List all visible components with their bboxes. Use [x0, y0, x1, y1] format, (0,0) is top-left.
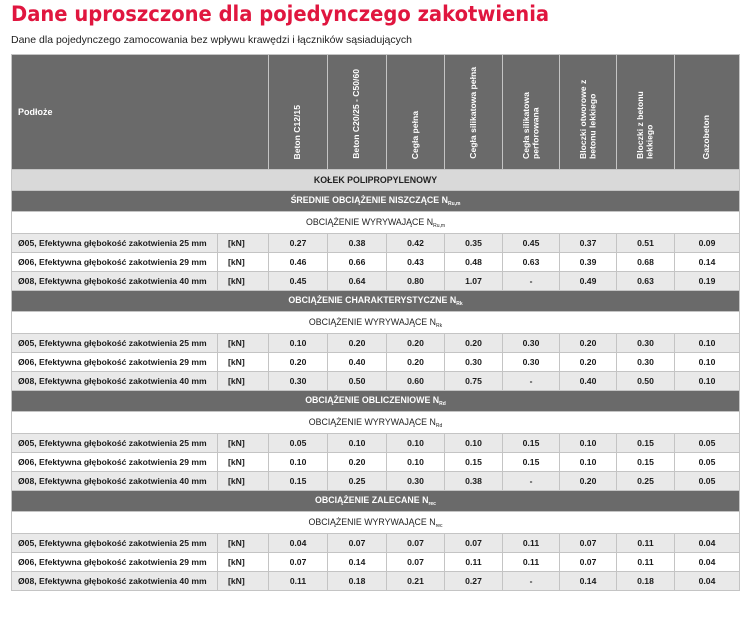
- section-subtitle-row: [12, 212, 740, 234]
- value-cell: 0.30: [617, 334, 675, 353]
- row-description: Ø05, Efektywna głębokość zakotwienia 25 mm: [12, 534, 218, 553]
- table-header-row: [12, 55, 740, 170]
- header-col-cegla-pelna: [387, 55, 445, 170]
- header-col-label: Gazobeton: [701, 114, 712, 159]
- header-col-bloczki-lekkiego: [617, 55, 675, 170]
- value-cell: 0.11: [503, 534, 560, 553]
- row-description: Ø06, Efektywna głębokość zakotwienia 29 mm: [12, 453, 218, 472]
- value-cell: 0.45: [269, 272, 328, 291]
- value-cell: 0.15: [617, 453, 675, 472]
- value-cell: 0.07: [269, 553, 328, 572]
- anchor-load-table: [11, 54, 740, 591]
- section-subtitle-text: OBCIĄŻENIE WYRYWAJĄCE N: [308, 516, 436, 527]
- table-row: [12, 453, 740, 472]
- row-unit: [kN]: [218, 234, 269, 253]
- value-cell: 0.48: [445, 253, 503, 272]
- table-row: [12, 553, 740, 572]
- value-cell: -: [503, 372, 560, 391]
- section-subtitle: [12, 412, 740, 434]
- row-unit: [kN]: [218, 434, 269, 453]
- value-cell: 0.20: [328, 334, 387, 353]
- table-row: [12, 534, 740, 553]
- value-cell: 0.07: [328, 534, 387, 553]
- value-cell: 0.15: [503, 434, 560, 453]
- section-subtitle-text: OBCIĄŻENIE WYRYWAJĄCE N: [308, 416, 436, 427]
- value-cell: 0.27: [445, 572, 503, 591]
- section-subtitle-row: [12, 412, 740, 434]
- value-cell: 0.27: [269, 234, 328, 253]
- section-subtitle-row: [12, 312, 740, 334]
- value-cell: 0.11: [617, 534, 675, 553]
- value-cell: 0.11: [503, 553, 560, 572]
- section-subtitle-text: OBCIĄŻENIE WYRYWAJĄCE N: [308, 316, 436, 327]
- table-row: [12, 372, 740, 391]
- value-cell: 0.10: [387, 453, 445, 472]
- table-row: [12, 572, 740, 591]
- row-description: Ø08, Efektywna głębokość zakotwienia 40 mm: [12, 272, 218, 291]
- header-col-label: Cegła silikatowa pełna: [467, 67, 478, 159]
- group-title-row: [12, 170, 740, 191]
- value-cell: 0.20: [269, 353, 328, 372]
- section-title-text: OBCIĄŻENIE ZALECANE N: [315, 495, 429, 505]
- section-subtitle: [12, 512, 740, 534]
- section-title-text: ŚREDNIE OBCIĄŻENIE NISZCZĄCE N: [290, 195, 448, 205]
- value-cell: 0.18: [617, 572, 675, 591]
- header-podloze: Podłoże: [12, 55, 269, 170]
- value-cell: 0.21: [387, 572, 445, 591]
- group-title: KOŁEK POLIPROPYLENOWY: [12, 170, 740, 191]
- value-cell: 0.51: [617, 234, 675, 253]
- value-cell: 0.60: [387, 372, 445, 391]
- value-cell: 0.75: [445, 372, 503, 391]
- table-row: [12, 472, 740, 491]
- value-cell: 0.30: [445, 353, 503, 372]
- table-row: [12, 334, 740, 353]
- value-cell: 0.42: [387, 234, 445, 253]
- value-cell: 0.18: [328, 572, 387, 591]
- value-cell: 0.10: [675, 334, 740, 353]
- value-cell: 0.07: [560, 553, 617, 572]
- value-cell: 0.38: [328, 234, 387, 253]
- value-cell: 0.25: [617, 472, 675, 491]
- value-cell: 0.45: [503, 234, 560, 253]
- value-cell: 0.15: [269, 472, 328, 491]
- header-col-cegla-silikatowa-pelna: [445, 55, 503, 170]
- value-cell: 0.14: [560, 572, 617, 591]
- value-cell: 0.20: [560, 334, 617, 353]
- value-cell: 0.05: [675, 472, 740, 491]
- value-cell: 0.04: [675, 534, 740, 553]
- value-cell: -: [503, 572, 560, 591]
- value-cell: 0.25: [328, 472, 387, 491]
- header-col-label: Beton C12/15: [292, 104, 303, 159]
- value-cell: -: [503, 472, 560, 491]
- value-cell: 0.07: [387, 553, 445, 572]
- row-unit: [kN]: [218, 472, 269, 491]
- value-cell: 0.40: [328, 353, 387, 372]
- row-description: Ø06, Efektywna głębokość zakotwienia 29 mm: [12, 253, 218, 272]
- value-cell: 0.11: [445, 553, 503, 572]
- value-cell: 0.63: [503, 253, 560, 272]
- value-cell: 0.04: [269, 534, 328, 553]
- header-col-label: Cegła pełna: [409, 110, 420, 159]
- header-col-bloczki-otworowe: [560, 55, 617, 170]
- value-cell: -: [503, 272, 560, 291]
- page-title: Dane uproszczone dla pojedynczego zakotwienia: [11, 2, 550, 26]
- header-col-label: Beton C20/25 - C50/60: [351, 69, 362, 159]
- row-unit: [kN]: [218, 572, 269, 591]
- section-title-text: OBCIĄŻENIE CHARAKTERYSTYCZNE N: [288, 295, 457, 305]
- row-description: Ø08, Efektywna głębokość zakotwienia 40 mm: [12, 572, 218, 591]
- value-cell: 0.04: [675, 572, 740, 591]
- section-subtitle-row: [12, 512, 740, 534]
- table-row: [12, 234, 740, 253]
- row-unit: [kN]: [218, 453, 269, 472]
- value-cell: 0.15: [445, 453, 503, 472]
- section-title: [12, 391, 740, 412]
- section-title-row: [12, 291, 740, 312]
- section-title: [12, 491, 740, 512]
- section-title-row: [12, 391, 740, 412]
- section-subtitle: [12, 312, 740, 334]
- header-col-label: Bloczki z betonu lekkiego: [635, 91, 655, 159]
- row-description: Ø06, Efektywna głębokość zakotwienia 29 mm: [12, 553, 218, 572]
- value-cell: 0.15: [617, 434, 675, 453]
- value-cell: 0.37: [560, 234, 617, 253]
- value-cell: 0.30: [503, 334, 560, 353]
- value-cell: 0.20: [387, 334, 445, 353]
- table-row: [12, 272, 740, 291]
- value-cell: 0.04: [675, 553, 740, 572]
- section-title-text: OBCIĄŻENIE OBLICZENIOWE N: [305, 395, 440, 405]
- value-cell: 0.10: [387, 434, 445, 453]
- row-description: Ø05, Efektywna głębokość zakotwienia 25 mm: [12, 434, 218, 453]
- table-body: [12, 170, 740, 591]
- value-cell: 0.39: [560, 253, 617, 272]
- value-cell: 0.11: [617, 553, 675, 572]
- value-cell: 0.15: [503, 453, 560, 472]
- value-cell: 0.05: [675, 453, 740, 472]
- row-description: Ø08, Efektywna głębokość zakotwienia 40 mm: [12, 472, 218, 491]
- value-cell: 0.30: [387, 472, 445, 491]
- row-unit: [kN]: [218, 534, 269, 553]
- header-col-label: Bloczki otworowe z betonu lekkiego: [577, 79, 598, 159]
- value-cell: 0.10: [445, 434, 503, 453]
- value-cell: 1.07: [445, 272, 503, 291]
- section-title-row: [12, 191, 740, 212]
- value-cell: 0.38: [445, 472, 503, 491]
- value-cell: 0.64: [328, 272, 387, 291]
- value-cell: 0.10: [560, 453, 617, 472]
- table-row: [12, 353, 740, 372]
- section-subtitle-subscript: rec: [435, 522, 443, 529]
- value-cell: 0.10: [269, 453, 328, 472]
- value-cell: 0.66: [328, 253, 387, 272]
- section-title: [12, 191, 740, 212]
- value-cell: 0.19: [675, 272, 740, 291]
- section-title-subscript: Ru,m: [447, 201, 461, 207]
- value-cell: 0.14: [675, 253, 740, 272]
- value-cell: 0.10: [328, 434, 387, 453]
- value-cell: 0.20: [387, 353, 445, 372]
- value-cell: 0.50: [328, 372, 387, 391]
- section-title-subscript: Rd: [439, 401, 446, 407]
- value-cell: 0.50: [617, 372, 675, 391]
- value-cell: 0.20: [560, 472, 617, 491]
- value-cell: 0.10: [269, 334, 328, 353]
- header-col-beton-c12: [269, 55, 328, 170]
- value-cell: 0.07: [387, 534, 445, 553]
- value-cell: 0.43: [387, 253, 445, 272]
- value-cell: 0.07: [560, 534, 617, 553]
- section-subtitle-text: OBCIĄŻENIE WYRYWAJĄCE N: [305, 216, 434, 227]
- section-subtitle-subscript: Rk: [435, 322, 443, 329]
- value-cell: 0.09: [675, 234, 740, 253]
- section-subtitle-subscript: Ru,m: [433, 222, 446, 229]
- header-col-beton-c20: [328, 55, 387, 170]
- value-cell: 0.10: [560, 434, 617, 453]
- value-cell: 0.07: [445, 534, 503, 553]
- value-cell: 0.63: [617, 272, 675, 291]
- table-row: [12, 253, 740, 272]
- header-col-label: Cegła silikatowa perforowana: [520, 92, 541, 159]
- table-row: [12, 434, 740, 453]
- value-cell: 0.05: [675, 434, 740, 453]
- section-title-subscript: rec: [428, 501, 436, 507]
- value-cell: 0.20: [328, 453, 387, 472]
- row-description: Ø05, Efektywna głębokość zakotwienia 25 mm: [12, 234, 218, 253]
- value-cell: 0.14: [328, 553, 387, 572]
- value-cell: 0.20: [445, 334, 503, 353]
- row-description: Ø08, Efektywna głębokość zakotwienia 40 mm: [12, 372, 218, 391]
- value-cell: 0.68: [617, 253, 675, 272]
- value-cell: 0.49: [560, 272, 617, 291]
- row-unit: [kN]: [218, 334, 269, 353]
- section-title-subscript: Rk: [456, 301, 463, 307]
- page-subtitle: Dane dla pojedynczego zamocowania bez wpływu krawędzi i łączników sąsiadujących: [11, 34, 412, 46]
- value-cell: 0.30: [617, 353, 675, 372]
- row-unit: [kN]: [218, 253, 269, 272]
- section-subtitle: [12, 212, 740, 234]
- header-col-gazobeton: [675, 55, 740, 170]
- value-cell: 0.20: [560, 353, 617, 372]
- value-cell: 0.80: [387, 272, 445, 291]
- value-cell: 0.05: [269, 434, 328, 453]
- section-subtitle-subscript: Rd: [435, 422, 443, 429]
- row-unit: [kN]: [218, 553, 269, 572]
- value-cell: 0.30: [269, 372, 328, 391]
- row-description: Ø06, Efektywna głębokość zakotwienia 29 mm: [12, 353, 218, 372]
- value-cell: 0.35: [445, 234, 503, 253]
- section-title: [12, 291, 740, 312]
- value-cell: 0.10: [675, 372, 740, 391]
- value-cell: 0.30: [503, 353, 560, 372]
- header-col-cegla-silikatowa-perforowana: [503, 55, 560, 170]
- row-unit: [kN]: [218, 372, 269, 391]
- value-cell: 0.40: [560, 372, 617, 391]
- section-title-row: [12, 491, 740, 512]
- row-unit: [kN]: [218, 272, 269, 291]
- row-description: Ø05, Efektywna głębokość zakotwienia 25 mm: [12, 334, 218, 353]
- value-cell: 0.11: [269, 572, 328, 591]
- row-unit: [kN]: [218, 353, 269, 372]
- value-cell: 0.46: [269, 253, 328, 272]
- value-cell: 0.10: [675, 353, 740, 372]
